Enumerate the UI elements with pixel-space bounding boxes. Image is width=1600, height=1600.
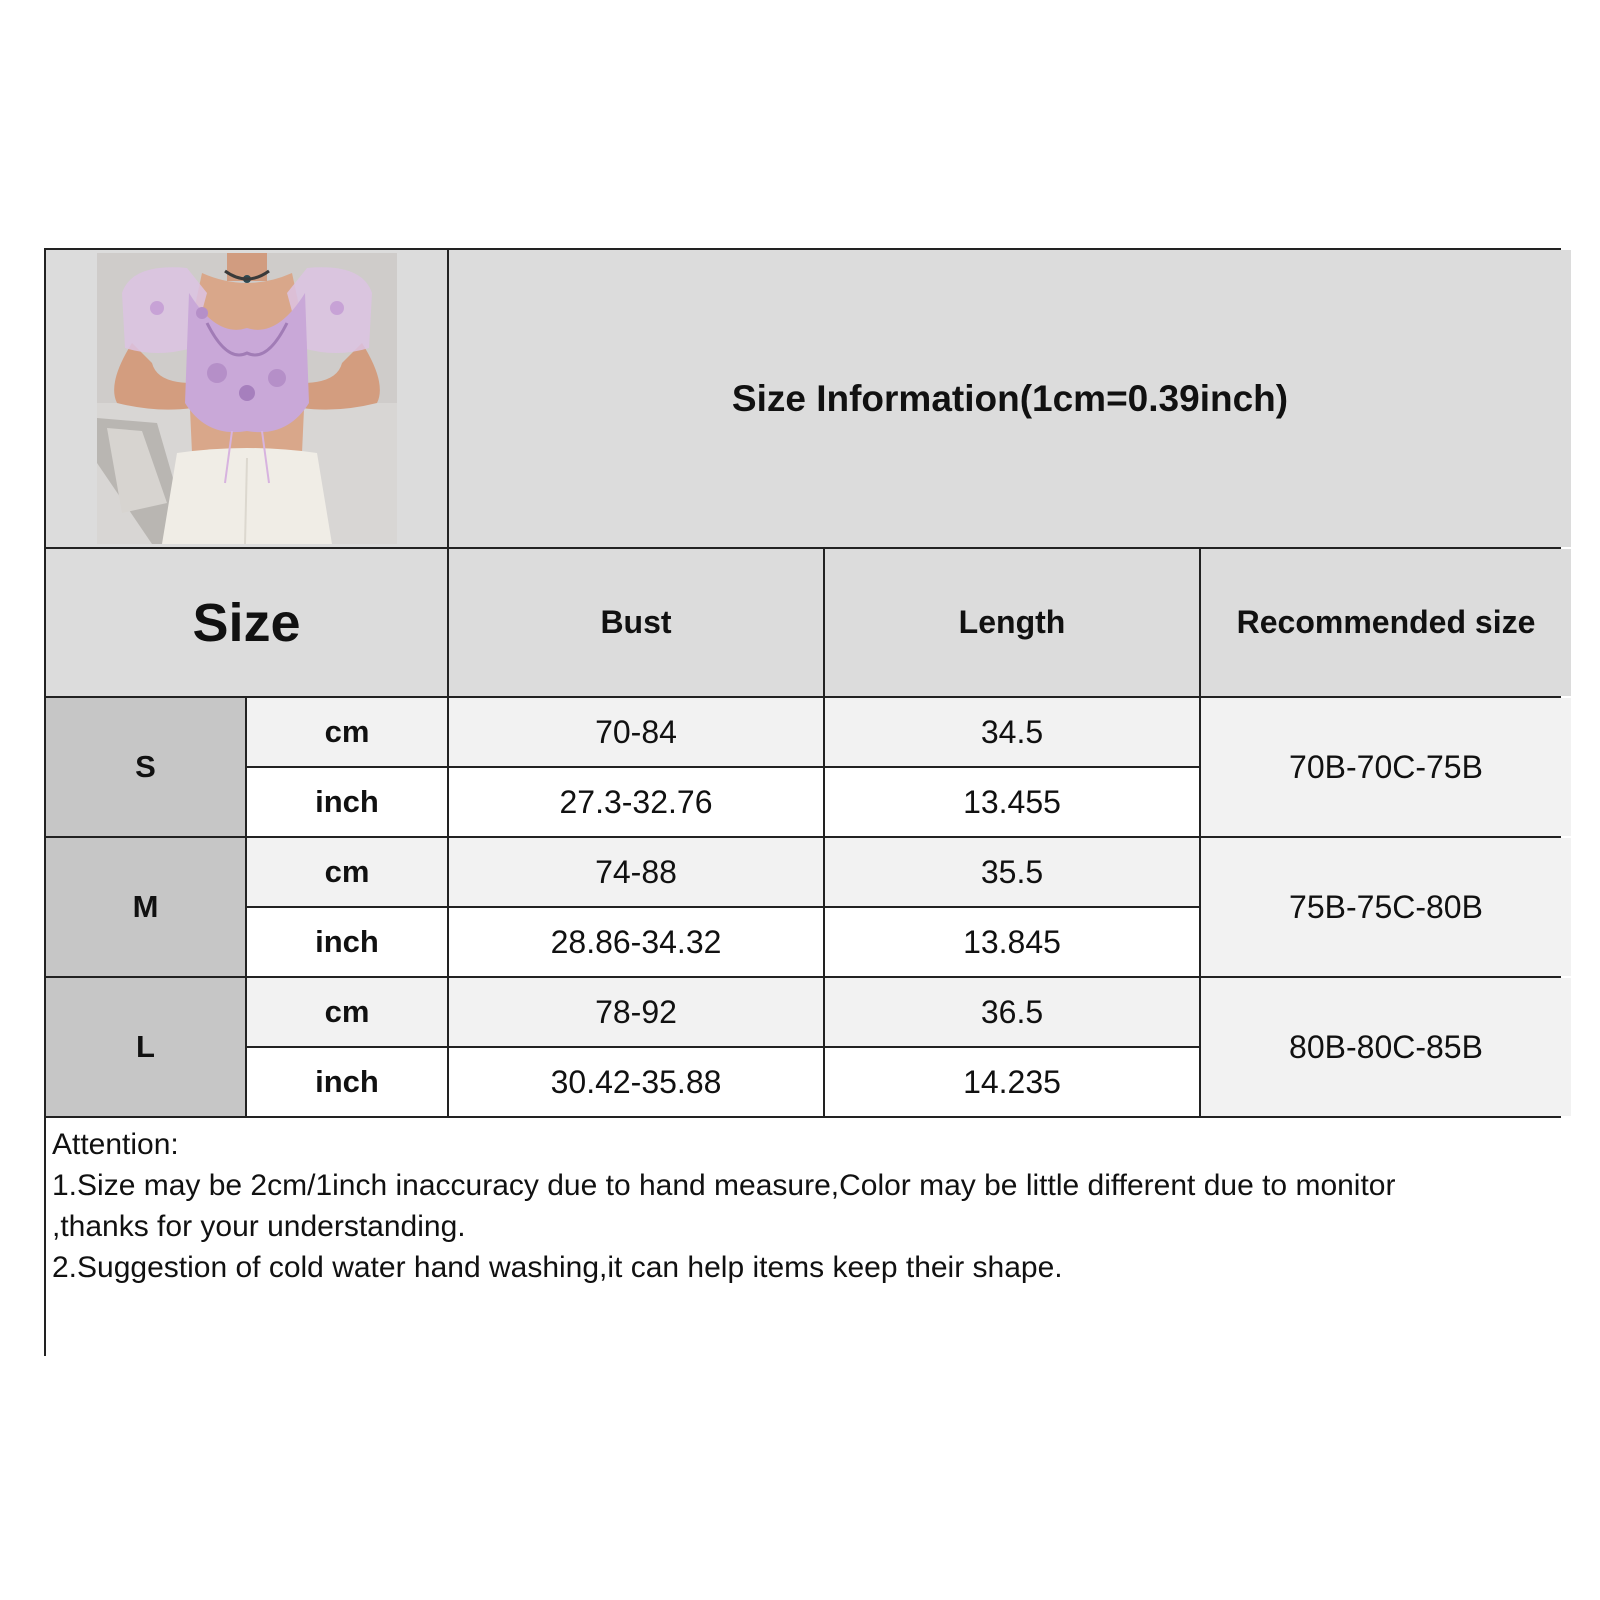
notes-heading: Attention: (52, 1128, 179, 1161)
notes-line-1: 1.Size may be 2cm/1inch inaccuracy due to hand measure,Color may be little different due to monitor (52, 1169, 1396, 1202)
product-photo-icon (97, 253, 397, 544)
length-value: 34.5 (825, 698, 1199, 766)
length-value: 14.235 (825, 1048, 1199, 1116)
unit-inch: inch (247, 768, 447, 836)
recommended-value: 80B-80C-85B (1201, 978, 1571, 1116)
product-photo-cell (46, 250, 447, 547)
bust-value: 78-92 (449, 978, 823, 1046)
size-label-m: M (46, 838, 245, 976)
recommended-value: 75B-75C-80B (1201, 838, 1571, 976)
length-value: 36.5 (825, 978, 1199, 1046)
bust-column-header: Bust (449, 549, 823, 696)
size-column-header: Size (46, 549, 447, 696)
length-value: 13.845 (825, 908, 1199, 976)
bust-value: 27.3-32.76 (449, 768, 823, 836)
size-label-l: L (46, 978, 245, 1116)
recommended-column-header: Recommended size (1201, 549, 1571, 696)
length-column-header: Length (825, 549, 1199, 696)
length-value: 13.455 (825, 768, 1199, 836)
bust-value: 70-84 (449, 698, 823, 766)
bust-value: 28.86-34.32 (449, 908, 823, 976)
size-info-title: Size Information(1cm=0.39inch) (449, 250, 1571, 547)
bust-value: 30.42-35.88 (449, 1048, 823, 1116)
attention-notes (46, 1118, 1571, 1374)
size-label-s: S (46, 698, 245, 836)
unit-inch: inch (247, 1048, 447, 1116)
unit-cm: cm (247, 838, 447, 906)
size-chart-table (44, 248, 1561, 1356)
notes-line-2: 2.Suggestion of cold water hand washing,it can help items keep their shape. (52, 1251, 1063, 1284)
recommended-value: 70B-70C-75B (1201, 698, 1571, 836)
notes-line-1-cont: ,thanks for your understanding. (52, 1210, 466, 1243)
unit-cm: cm (247, 978, 447, 1046)
unit-cm: cm (247, 698, 447, 766)
bust-value: 74-88 (449, 838, 823, 906)
unit-inch: inch (247, 908, 447, 976)
length-value: 35.5 (825, 838, 1199, 906)
